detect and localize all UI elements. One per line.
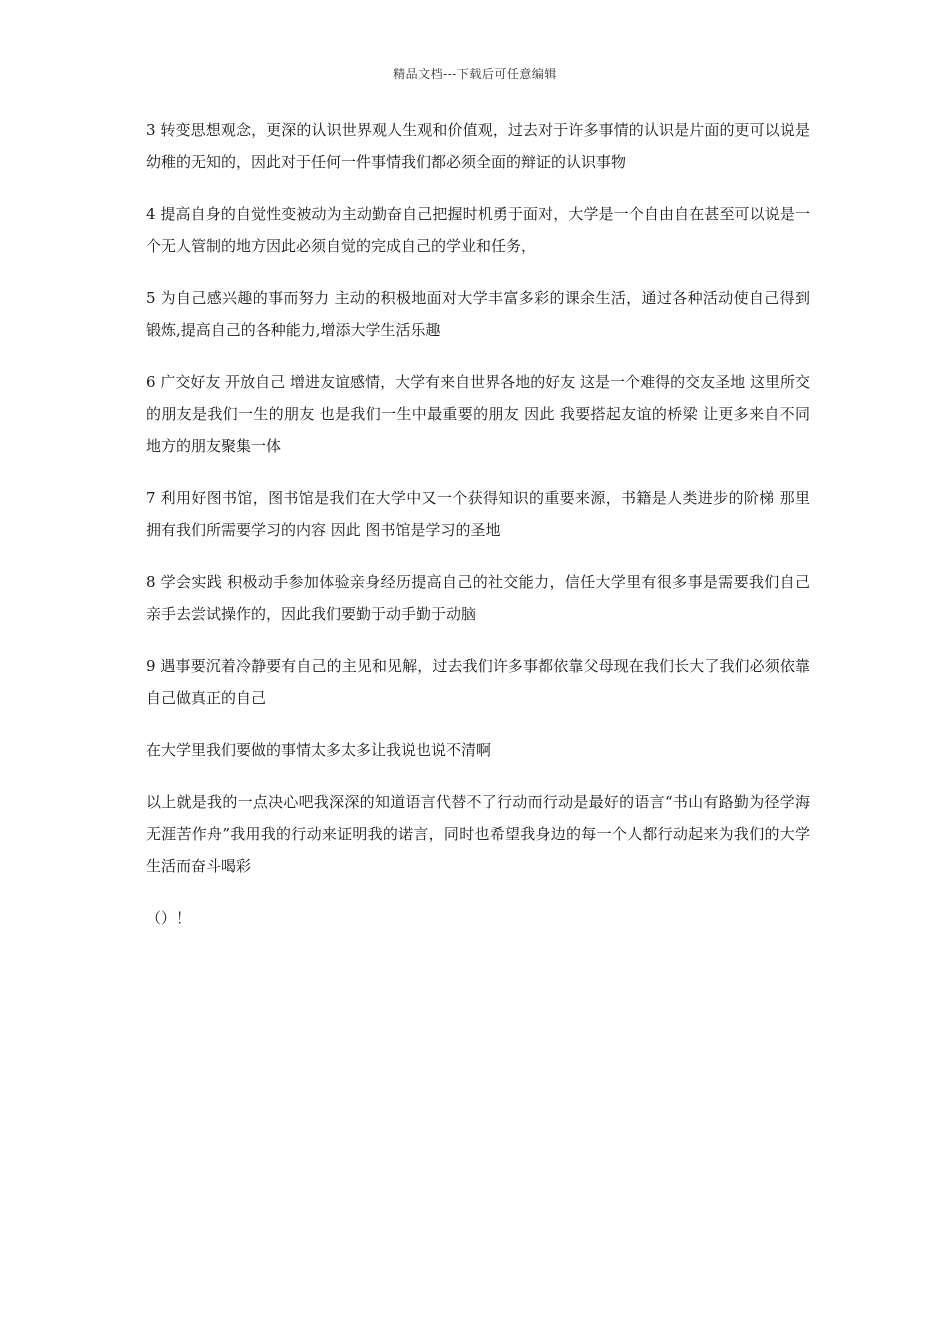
paragraph-6-friends: 6 广交好友 开放自己 增进友谊感情，大学有来自世界各地的好友 这是一个难得的交友圣地 这里所交的朋友是我们一生的朋友 也是我们一生中最重要的朋友 因此 我要搭起友谊的桥梁 让更多来自不同地方的朋友聚集一体 xyxy=(146,373,810,455)
paragraph-3-change-mindset: 3 转变思想观念，更深的认识世界观人生观和价值观，过去对于许多事情的认识是片面的更可以说是幼稚的无知的，因此对于任何一件事情我们都必须全面的辩证的认识事物 xyxy=(146,121,810,171)
closing-mark: （）！ xyxy=(146,909,192,927)
paragraph-8-practice: 8 学会实践 积极动手参加体验亲身经历提高自己的社交能力，信任大学里有很多事是需要我们自己亲手去尝试操作的，因此我们要勤于动手勤于动脑 xyxy=(146,573,810,623)
paragraph-7-library: 7 利用好图书馆，图书馆是我们在大学中又一个获得知识的重要来源，书籍是人类进步的阶梯 那里拥有我们所需要学习的内容 因此 图书馆是学习的圣地 xyxy=(146,489,810,539)
paragraph-conclusion: 以上就是我的一点决心吧我深深的知道语言代替不了行动而行动是最好的语言“书山有路勤为径学海无涯苦作舟”我用我的行动来证明我的诺言，同时也希望我身边的每一个人都行动起来为我们的大学生活而奋斗喝彩 xyxy=(146,793,810,875)
paragraph-5-interests: 5 为自己感兴趣的事而努力 主动的积极地面对大学丰富多彩的课余生活，通过各种活动使自己得到锻炼,提高自己的各种能力,增添大学生活乐趣 xyxy=(146,289,810,339)
page-header: 精品文档---下载后可任意编辑 xyxy=(393,67,557,81)
paragraph-4-self-discipline: 4 提高自身的自觉性变被动为主动勤奋自己把握时机勇于面对，大学是一个自由自在甚至可以说是一个无人管制的地方因此必须自觉的完成自己的学业和任务， xyxy=(146,205,810,255)
paragraph-summary: 在大学里我们要做的事情太多太多让我说也说不清啊 xyxy=(146,741,492,759)
paragraph-9-independence: 9 遇事要沉着冷静要有自己的主见和见解，过去我们许多事都依靠父母现在我们长大了我们必须依靠自己做真正的自己 xyxy=(146,657,810,707)
document-body xyxy=(146,114,810,954)
